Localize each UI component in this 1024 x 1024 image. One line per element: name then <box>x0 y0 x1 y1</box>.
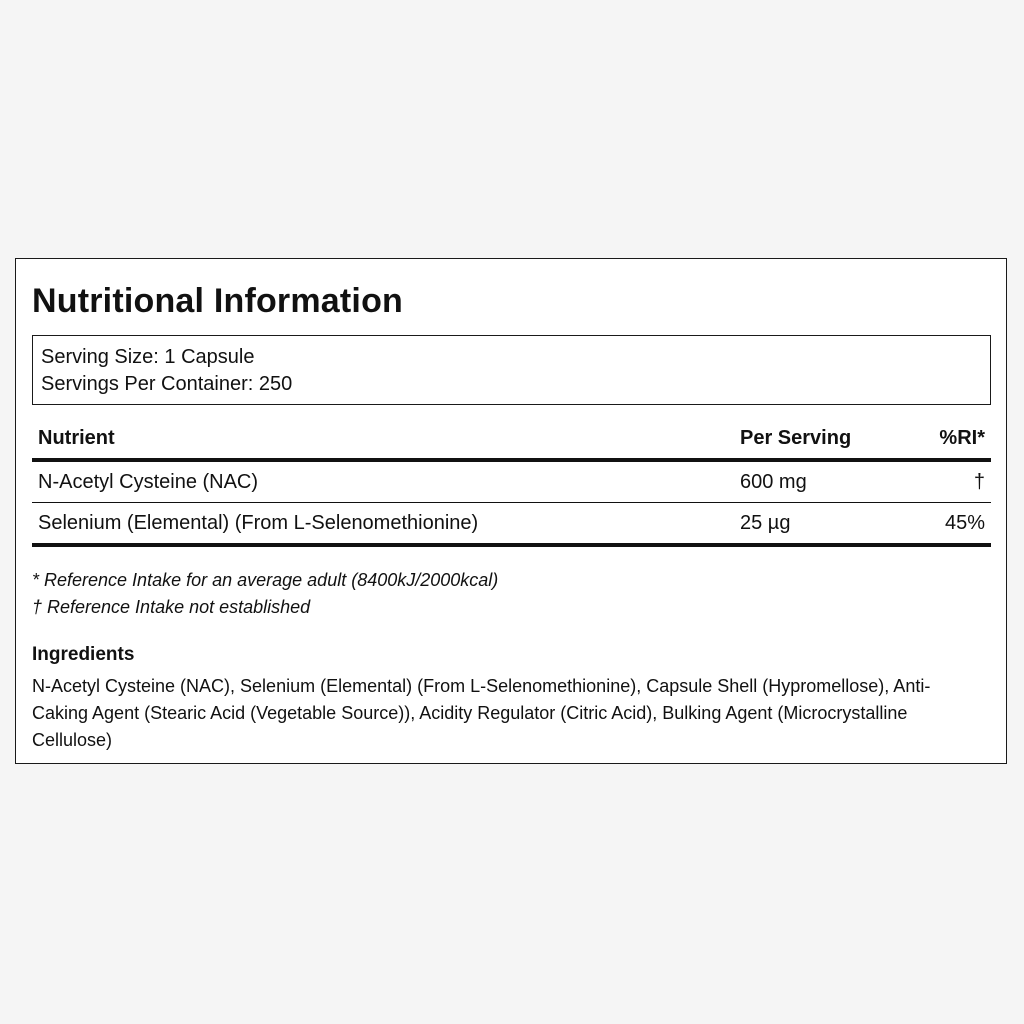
nutrient-table-header-row <box>32 423 991 460</box>
nutrient-per-serving: 600 mg <box>734 460 916 503</box>
header-nutrient: Nutrient <box>32 423 734 460</box>
ingredients-text: N-Acetyl Cysteine (NAC), Selenium (Elemental) (From L-Selenomethionine), Capsule Shell (Hypromellose), Anti-Caking Agent (Stearic Acid (Vegetable Source)), Acidity Regulator (Citric Acid), Bulking Agent (Microcrystalline Cellulose) <box>32 676 931 750</box>
ingredients-heading: Ingredients <box>32 644 135 665</box>
serving-info-box <box>32 335 991 405</box>
nutrient-name: Selenium (Elemental) (From L-Selenomethionine) <box>32 503 734 546</box>
nutrition-label-panel <box>15 258 1007 764</box>
nutrient-per-serving: 25 µg <box>734 503 916 546</box>
footnotes <box>32 567 991 621</box>
footnote-not-established: † Reference Intake not established <box>32 597 311 617</box>
table-row <box>32 460 991 503</box>
nutrient-name: N-Acetyl Cysteine (NAC) <box>32 460 734 503</box>
nutrient-table <box>32 423 991 547</box>
table-row <box>32 503 991 546</box>
header-per-serving: Per Serving <box>734 423 916 460</box>
header-ri: %RI* <box>916 423 991 460</box>
label-title: Nutritional Information <box>32 282 404 320</box>
nutrient-ri: † <box>916 460 991 503</box>
nutrient-ri: 45% <box>916 503 991 546</box>
serving-size: Serving Size: 1 Capsule <box>41 346 255 368</box>
footnote-reference-intake: * Reference Intake for an average adult (8400kJ/2000kcal) <box>32 570 499 590</box>
servings-per-container: Servings Per Container: 250 <box>41 373 293 395</box>
